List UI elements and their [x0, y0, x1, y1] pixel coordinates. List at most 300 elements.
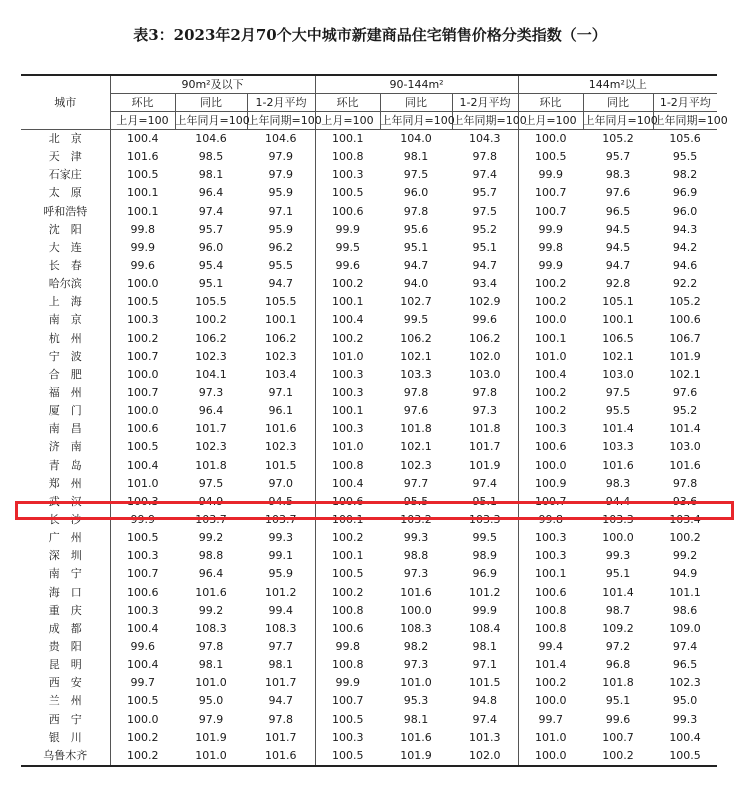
city-name: 天 津: [21, 148, 110, 166]
base-header: 上年同期=100: [247, 112, 315, 130]
index-value: 98.1: [198, 168, 224, 182]
index-value: 101.0: [332, 440, 364, 454]
index-value: 94.9: [198, 494, 224, 508]
group-header-2: 90-144m²: [315, 75, 518, 94]
base-header: 上月=100: [315, 112, 380, 130]
index-value: 100.3: [127, 313, 159, 327]
index-value: 100.6: [332, 621, 364, 635]
index-value: 97.8: [452, 148, 518, 166]
index-value: 101.6: [247, 747, 315, 766]
sub-header: 环比: [110, 94, 175, 112]
index-value: 100.5: [127, 440, 159, 454]
index-value: 106.7: [669, 331, 701, 345]
index-value: 95.1: [605, 694, 631, 708]
index-value: 100.2: [332, 277, 364, 291]
index-value: 99.2: [672, 549, 698, 563]
index-value: 101.7: [247, 729, 315, 747]
index-value: 100.8: [332, 658, 364, 672]
index-value: 101.6: [602, 458, 634, 472]
index-value: 101.0: [127, 476, 159, 490]
index-value: 97.4: [672, 640, 698, 653]
index-value: 97.4: [452, 711, 518, 729]
index-value: 101.0: [332, 349, 364, 363]
index-value: 99.9: [538, 259, 564, 273]
city-name: 哈尔滨: [21, 275, 110, 293]
index-value: 100.6: [535, 440, 567, 454]
index-value: 96.9: [672, 186, 698, 200]
index-value: 95.2: [452, 221, 518, 239]
index-value: 101.6: [669, 458, 701, 472]
index-value: 97.3: [198, 386, 224, 400]
index-value: 101.5: [452, 674, 518, 692]
group-header-1: 90m²及以下: [110, 75, 315, 94]
index-value: 97.9: [247, 166, 315, 184]
index-value: 100.0: [518, 747, 583, 766]
index-value: 108.3: [400, 621, 432, 635]
index-value: 99.1: [247, 547, 315, 565]
table-row: [21, 184, 717, 202]
index-value: 102.3: [400, 458, 432, 472]
index-value: 99.8: [538, 513, 564, 527]
table-row: [21, 239, 717, 257]
index-value: 94.5: [605, 240, 631, 254]
table-row: [21, 420, 717, 438]
index-value: 97.4: [452, 475, 518, 493]
index-value: 96.5: [605, 204, 631, 218]
index-value: 104.0: [400, 132, 432, 146]
index-value: 99.9: [335, 676, 361, 690]
index-value: 101.3: [452, 729, 518, 747]
index-value: 98.3: [605, 168, 631, 182]
index-value: 98.2: [672, 168, 698, 182]
index-value: 101.6: [195, 585, 227, 599]
index-value: 100.0: [535, 132, 567, 146]
base-header: 上年同期=100: [452, 112, 518, 130]
index-value: 95.1: [605, 567, 631, 581]
index-value: 98.1: [198, 658, 224, 672]
table-row: [21, 692, 717, 710]
index-value: 97.8: [403, 204, 429, 218]
index-value: 100.6: [127, 585, 159, 599]
index-value: 99.9: [452, 602, 518, 620]
index-value: 104.6: [247, 130, 315, 149]
table-row: [21, 366, 717, 384]
index-value: 94.7: [605, 259, 631, 273]
table-row: [21, 729, 717, 747]
city-header: 城市: [21, 75, 110, 130]
index-value: 100.7: [535, 186, 567, 200]
index-value: 97.4: [452, 166, 518, 184]
table-row: [21, 330, 717, 348]
city-name: 上 海: [21, 293, 110, 311]
sub-header: 同比: [380, 94, 452, 112]
index-value: 94.6: [672, 259, 698, 273]
index-value: 105.5: [247, 293, 315, 311]
index-value: 101.2: [247, 584, 315, 602]
index-value: 105.5: [195, 295, 227, 309]
table-row: [21, 475, 717, 493]
index-value: 97.9: [198, 712, 224, 726]
index-value: 95.7: [452, 184, 518, 202]
index-value: 97.8: [403, 386, 429, 400]
index-value: 100.2: [195, 313, 227, 327]
city-name: 沈 阳: [21, 221, 110, 239]
index-value: 106.5: [602, 331, 634, 345]
index-value: 100.3: [127, 494, 159, 508]
base-header: 上月=100: [110, 112, 175, 130]
index-value: 99.6: [452, 311, 518, 329]
index-value: 100.7: [535, 494, 567, 508]
city-name: 石家庄: [21, 166, 110, 184]
index-value: 100.1: [127, 204, 159, 218]
index-value: 93.4: [452, 275, 518, 293]
index-value: 99.8: [335, 640, 361, 653]
index-value: 100.5: [535, 150, 567, 164]
city-name: 长 沙: [21, 511, 110, 529]
index-value: 94.3: [672, 222, 698, 236]
index-value: 100.3: [535, 531, 567, 545]
city-name: 青 岛: [21, 457, 110, 475]
city-name: 郑 州: [21, 475, 110, 493]
index-value: 94.0: [403, 277, 429, 291]
sub-header: 1-2月平均: [653, 94, 717, 112]
index-value: 94.7: [452, 257, 518, 275]
index-value: 99.3: [403, 531, 429, 545]
index-value: 100.4: [127, 458, 159, 472]
table-row: [21, 529, 717, 547]
city-name: 长 春: [21, 257, 110, 275]
index-value: 100.0: [127, 367, 159, 381]
index-value: 101.6: [247, 420, 315, 438]
index-value: 100.3: [535, 549, 567, 563]
city-name: 广 州: [21, 529, 110, 547]
city-name: 武 汉: [21, 493, 110, 511]
index-value: 97.3: [403, 567, 429, 581]
index-value: 98.2: [403, 640, 429, 653]
table-row: [21, 293, 717, 311]
index-value: 96.9: [452, 565, 518, 583]
base-header: 上年同期=100: [653, 112, 717, 130]
index-value: 100.2: [535, 386, 567, 400]
index-value: 97.7: [247, 638, 315, 656]
city-name: 北 京: [21, 130, 110, 149]
index-value: 100.4: [127, 132, 159, 146]
index-value: 98.9: [452, 547, 518, 565]
city-name: 深 圳: [21, 547, 110, 565]
index-value: 101.4: [602, 422, 634, 436]
index-value: 101.4: [602, 585, 634, 599]
index-value: 103.3: [602, 513, 634, 527]
table-row: [21, 493, 717, 511]
city-name: 南 宁: [21, 565, 110, 583]
table-row: [21, 402, 717, 420]
index-value: 99.5: [452, 529, 518, 547]
index-value: 102.3: [195, 440, 227, 454]
index-value: 100.3: [535, 422, 567, 436]
index-value: 100.2: [332, 585, 364, 599]
base-header: 上年同月=100: [380, 112, 452, 130]
group-header-3: 144m²以上: [518, 75, 717, 94]
index-value: 102.1: [400, 349, 432, 363]
index-value: 100.0: [535, 313, 567, 327]
index-value: 100.7: [127, 386, 159, 400]
index-value: 95.0: [672, 694, 698, 708]
index-value: 100.1: [602, 313, 634, 327]
city-name: 合 肥: [21, 366, 110, 384]
index-value: 99.6: [130, 640, 155, 653]
index-value: 99.2: [198, 603, 224, 617]
index-value: 100.2: [583, 747, 653, 766]
index-value: 95.3: [403, 694, 429, 708]
index-value: 99.7: [130, 676, 155, 690]
index-value: 100.2: [535, 676, 567, 690]
index-value: 100.5: [127, 694, 159, 708]
index-value: 103.0: [669, 440, 701, 454]
table-row: [21, 203, 717, 221]
index-value: 95.9: [247, 184, 315, 202]
table-row: [21, 311, 717, 329]
index-value: 96.4: [198, 186, 224, 200]
table-row: [21, 384, 717, 402]
index-value: 102.3: [669, 676, 701, 690]
index-value: 95.5: [247, 257, 315, 275]
index-value: 102.0: [452, 747, 518, 766]
table-row: [21, 565, 717, 583]
index-value: 96.0: [672, 204, 698, 218]
index-value: 100.1: [127, 186, 159, 200]
base-header: 上年同月=100: [583, 112, 653, 130]
index-value: 99.6: [605, 712, 631, 726]
index-value: 100.6: [535, 585, 567, 599]
table-row: [21, 711, 717, 729]
index-value: 97.5: [403, 168, 429, 182]
index-value: 95.1: [452, 239, 518, 257]
base-header: 上年同月=100: [175, 112, 247, 130]
index-value: 100.2: [535, 404, 567, 418]
index-value: 99.3: [247, 529, 315, 547]
index-value: 97.8: [452, 384, 518, 402]
index-value: 100.3: [332, 386, 364, 400]
table-row: [21, 457, 717, 475]
index-value: 106.2: [195, 331, 227, 345]
index-value: 101.4: [669, 422, 701, 436]
index-value: 102.7: [400, 295, 432, 309]
city-name: 厦 门: [21, 402, 110, 420]
index-value: 100.3: [127, 549, 159, 563]
index-value: 103.4: [247, 366, 315, 384]
index-value: 102.9: [452, 293, 518, 311]
index-value: 94.2: [672, 240, 698, 254]
index-value: 102.1: [602, 349, 634, 363]
city-name: 海 口: [21, 584, 110, 602]
sub-header: 环比: [315, 94, 380, 112]
city-name: 西 安: [21, 674, 110, 692]
city-name: 成 都: [21, 620, 110, 638]
index-value: 100.0: [535, 694, 567, 708]
table-row: [21, 602, 717, 620]
index-value: 100.4: [332, 476, 364, 490]
sub-header: 同比: [583, 94, 653, 112]
index-value: 99.5: [403, 313, 429, 327]
index-value: 100.6: [332, 494, 364, 508]
table-row: [21, 166, 717, 184]
index-value: 101.7: [452, 438, 518, 456]
index-value: 102.1: [400, 440, 432, 454]
index-value: 101.9: [380, 747, 452, 766]
index-value: 101.0: [175, 747, 247, 766]
index-value: 95.7: [198, 222, 224, 236]
index-value: 94.5: [247, 493, 315, 511]
table-row: [21, 438, 717, 456]
index-value: 106.2: [247, 330, 315, 348]
sub-header: 同比: [175, 94, 247, 112]
index-value: 100.0: [127, 277, 159, 291]
index-value: 99.6: [130, 259, 155, 273]
index-value: 100.2: [127, 331, 159, 345]
index-value: 100.4: [669, 730, 701, 744]
index-value: 97.6: [403, 404, 429, 418]
index-value: 94.7: [247, 275, 315, 293]
table-row: [21, 656, 717, 674]
index-value: 100.3: [332, 730, 364, 744]
city-name: 银 川: [21, 729, 110, 747]
index-value: 100.5: [332, 712, 364, 726]
index-value: 105.2: [669, 295, 701, 309]
index-value: 101.4: [535, 658, 567, 672]
index-value: 93.6: [672, 494, 698, 508]
index-value: 100.8: [535, 603, 567, 617]
index-value: 100.5: [127, 295, 159, 309]
index-value: 101.5: [247, 457, 315, 475]
table-row: [21, 747, 717, 766]
index-value: 98.5: [198, 150, 224, 164]
index-value: 100.5: [315, 747, 380, 766]
index-value: 100.2: [332, 331, 364, 345]
index-value: 102.3: [247, 438, 315, 456]
index-value: 100.0: [400, 603, 432, 617]
index-value: 99.4: [247, 602, 315, 620]
city-name: 南 京: [21, 311, 110, 329]
index-value: 99.9: [538, 168, 564, 182]
table-row: [21, 148, 717, 166]
index-value: 94.7: [403, 259, 429, 273]
index-value: 100.5: [653, 747, 717, 766]
index-value: 101.8: [400, 422, 432, 436]
price-index-table: [21, 74, 728, 767]
index-value: 100.6: [127, 422, 159, 436]
table-row: [21, 620, 717, 638]
index-value: 97.3: [452, 402, 518, 420]
index-value: 99.8: [538, 240, 564, 254]
index-value: 100.8: [332, 603, 364, 617]
index-value: 101.8: [602, 676, 634, 690]
index-value: 94.8: [452, 692, 518, 710]
index-value: 96.8: [605, 658, 631, 672]
index-value: 98.1: [403, 150, 429, 164]
index-value: 101.8: [452, 420, 518, 438]
index-value: 95.7: [605, 150, 631, 164]
index-value: 101.9: [452, 457, 518, 475]
index-value: 105.6: [669, 132, 701, 146]
base-header: 上月=100: [518, 112, 583, 130]
index-value: 100.8: [332, 458, 364, 472]
index-value: 101.9: [669, 349, 701, 363]
index-value: 100.0: [535, 458, 567, 472]
index-value: 100.0: [602, 531, 634, 545]
index-value: 96.1: [247, 402, 315, 420]
index-value: 96.0: [403, 186, 429, 200]
index-value: 100.5: [127, 531, 159, 545]
index-value: 100.2: [127, 730, 159, 744]
index-value: 109.0: [669, 621, 701, 635]
index-value: 99.6: [335, 259, 361, 273]
index-value: 102.1: [669, 367, 701, 381]
index-value: 95.5: [605, 404, 631, 418]
index-value: 94.9: [672, 567, 698, 581]
city-name: 宁 波: [21, 348, 110, 366]
index-value: 95.1: [198, 277, 224, 291]
index-value: 100.5: [332, 567, 364, 581]
index-value: 97.9: [247, 148, 315, 166]
index-value: 99.3: [672, 712, 698, 726]
city-name: 昆 明: [21, 656, 110, 674]
index-value: 96.0: [198, 240, 224, 254]
index-value: 97.1: [247, 384, 315, 402]
index-value: 100.9: [535, 476, 567, 490]
index-value: 103.3: [400, 367, 432, 381]
index-value: 99.9: [130, 513, 155, 527]
index-value: 96.4: [198, 567, 224, 581]
index-value: 96.2: [247, 239, 315, 257]
index-value: 104.3: [452, 130, 518, 149]
table-row: [21, 257, 717, 275]
index-value: 99.3: [605, 549, 631, 563]
index-value: 100.1: [247, 311, 315, 329]
index-value: 98.6: [672, 603, 698, 617]
index-value: 97.5: [198, 476, 224, 490]
index-value: 97.1: [247, 203, 315, 221]
index-value: 101.6: [400, 585, 432, 599]
city-name: 杭 州: [21, 330, 110, 348]
index-value: 101.6: [400, 730, 432, 744]
index-value: 100.4: [127, 658, 159, 672]
index-value: 102.3: [247, 348, 315, 366]
index-value: 100.5: [127, 168, 159, 182]
index-value: 100.7: [602, 730, 634, 744]
index-value: 100.4: [127, 621, 159, 635]
index-value: 100.8: [332, 150, 364, 164]
index-value: 95.6: [403, 222, 429, 236]
index-value: 97.5: [452, 203, 518, 221]
index-value: 94.5: [605, 222, 631, 236]
index-value: 95.0: [198, 694, 224, 708]
index-value: 103.0: [452, 366, 518, 384]
index-value: 104.1: [195, 367, 227, 381]
index-value: 100.6: [332, 204, 364, 218]
index-value: 100.1: [535, 331, 567, 345]
index-value: 97.7: [403, 476, 429, 490]
index-value: 100.3: [332, 367, 364, 381]
index-value: 102.3: [195, 349, 227, 363]
index-value: 100.3: [332, 168, 364, 182]
index-value: 100.7: [535, 204, 567, 218]
index-value: 98.7: [605, 603, 631, 617]
table-row: [21, 584, 717, 602]
index-value: 95.5: [403, 494, 429, 508]
index-value: 94.4: [605, 494, 631, 508]
index-value: 100.1: [332, 549, 364, 563]
index-value: 97.6: [605, 186, 631, 200]
